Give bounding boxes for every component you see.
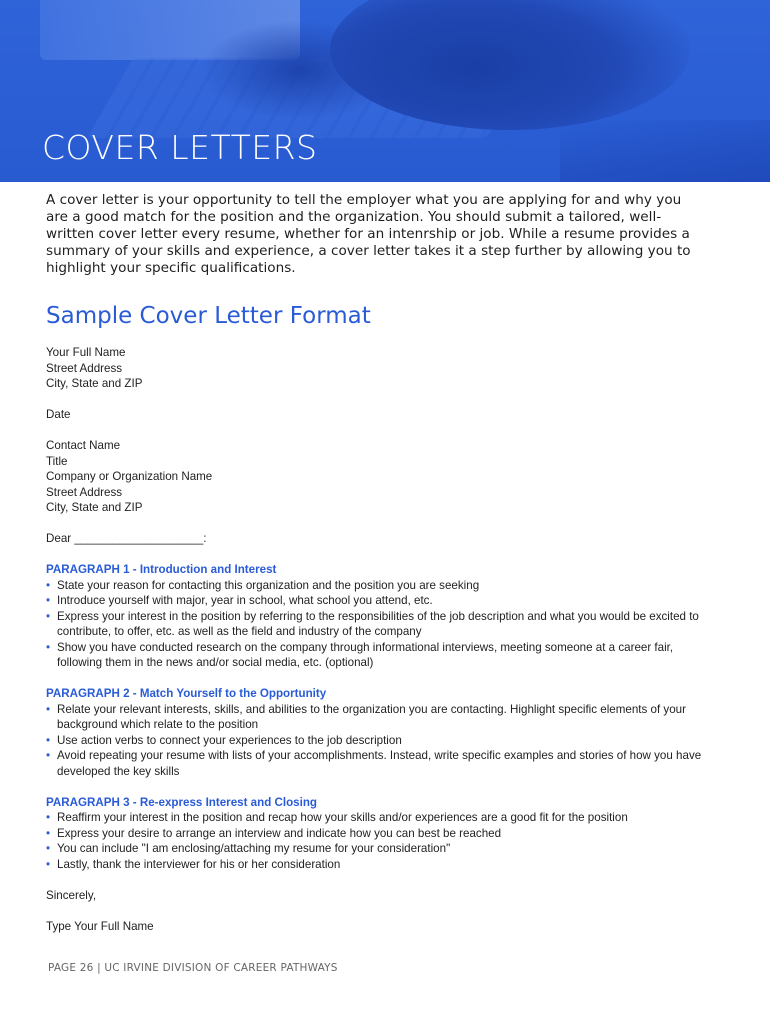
list-item: • You can include "I am enclosing/attaching my resume for your consideration" <box>46 841 706 857</box>
date-line: Date <box>46 408 71 421</box>
paragraph-2 <box>46 686 706 779</box>
list-item: • Relate your relevant interests, skills, and abilities to the organization you are contacting. Highlight specific elements of your background which relate to the position <box>46 702 706 733</box>
paragraph-1 <box>46 562 706 671</box>
salutation-block <box>46 531 706 547</box>
closing-block <box>46 888 706 935</box>
bullet-list <box>46 702 706 780</box>
section-title: Sample Cover Letter Format <box>46 303 371 329</box>
sender-address <box>46 345 706 392</box>
list-item: • Avoid repeating your resume with lists of your accomplishments. Instead, write specific examples and stories of how you have developed the key skills <box>46 748 706 779</box>
paragraph-heading: PARAGRAPH 1 - Introduction and Interest <box>46 563 277 576</box>
intro-paragraph: A cover letter is your opportunity to tell the employer what you are applying for and why you are a good match for the position and the organization. You should submit a tailored, well-written cover letter every resume, whether for an intenrship or job. While a resume provides a summary of your skills and experience, a cover letter takes it a step further by allowing you to highlight your specific qualifications. <box>46 192 691 276</box>
closing: Sincerely, <box>46 888 97 902</box>
signature: Type Your Full Name <box>46 919 154 933</box>
paragraph-heading: PARAGRAPH 2 - Match Yourself to the Opportunity <box>46 687 327 700</box>
salutation: Dear ____________________: <box>46 532 207 545</box>
address-line: City, State and ZIP <box>46 501 143 514</box>
bullet-list <box>46 810 706 872</box>
page-footer: PAGE 26 | UC IRVINE DIVISION OF CAREER PATHWAYS <box>48 962 338 974</box>
list-item: • Show you have conducted research on the company through informational interviews, meeting someone at a career fair, following them in the news and/or social media, etc. (optional) <box>46 640 706 671</box>
paragraph-heading: PARAGRAPH 3 - Re-express Interest and Closing <box>46 795 318 809</box>
address-line: Title <box>46 454 68 468</box>
bullet-list <box>46 578 706 671</box>
date-block <box>46 407 706 423</box>
sleeve-graphic <box>560 120 770 182</box>
list-item: • Use action verbs to connect your experiences to the job description <box>46 733 706 749</box>
document-body <box>46 192 706 934</box>
list-item: • Introduce yourself with major, year in school, what school you attend, etc. <box>46 593 706 609</box>
list-item: • State your reason for contacting this organization and the position you are seeking <box>46 578 706 594</box>
address-line: Company or Organization Name <box>46 470 213 483</box>
recipient-address <box>46 438 706 516</box>
hero-banner <box>0 0 770 182</box>
paragraph-3 <box>46 795 706 873</box>
list-item: • Express your interest in the position by referring to the responsibilities of the job description and what you would be excited to contribute, to offer, etc. as well as the field and industry of the company <box>46 609 706 640</box>
list-item: • Reaffirm your interest in the position and recap how your skills and/or experiences are a good fit for the position <box>46 810 706 826</box>
address-line: Street Address <box>46 485 123 499</box>
address-line: City, State and ZIP <box>46 377 143 390</box>
address-line: Contact Name <box>46 439 121 452</box>
list-item: • Express your desire to arrange an interview and indicate how you can best be reached <box>46 826 706 842</box>
address-line: Street Address <box>46 361 123 375</box>
list-item: • Lastly, thank the interviewer for his or her consideration <box>46 857 706 873</box>
page-title: COVER LETTERS <box>42 128 318 167</box>
address-line: Your Full Name <box>46 346 126 359</box>
